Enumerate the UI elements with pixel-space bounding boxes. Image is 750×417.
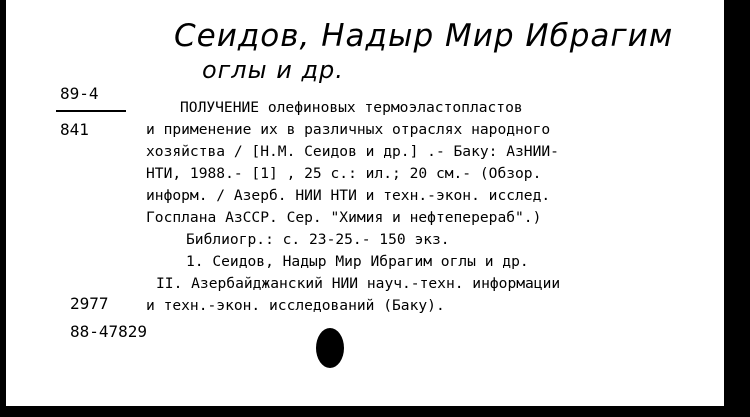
bibliographic-entry [146,97,716,317]
entry-line: и техн.-экон. исследований (Баку). [146,297,445,314]
entry-line: хозяйства / [Н.М. Сеидов и др.] .- Баку: АзНИИ- [146,143,559,160]
catalog-card [6,0,724,406]
entry-line-tracing-2: II. Азербайджанский НИИ науч.-техн. информации [156,275,561,292]
call-number-bottom: 841 [60,120,89,139]
call-number-top: 89-4 [60,84,99,103]
handwritten-author-line-1: Сеидов, Надыр Мир Ибрагим [174,18,674,54]
entry-line: и применение их в различных отраслях народного [146,121,551,138]
entry-line-tracing-1: 1. Сеидов, Надыр Мир Ибрагим оглы и др. [186,253,529,270]
call-number-divider [56,110,126,112]
inventory-number: 2977 [70,294,109,313]
punch-hole [316,328,344,368]
entry-line: информ. / Азерб. НИИ НТИ и техн.-экон. исслед. [146,187,551,204]
entry-line: НТИ, 1988.- [1] , 25 с.: ил.; 20 см.- (Обзор. [146,165,542,182]
entry-line-bibliography: Библиогр.: с. 23-25.- 150 экз. [186,231,450,248]
registration-number: 88-47829 [70,322,148,341]
entry-line: Госплана АзССР. Сер. "Химия и нефтеперераб".) [146,209,542,226]
entry-line-title: ПОЛУЧЕНИЕ олефиновых термоэластопластов [180,99,523,116]
handwritten-author-line-2: оглы и др. [202,56,344,84]
